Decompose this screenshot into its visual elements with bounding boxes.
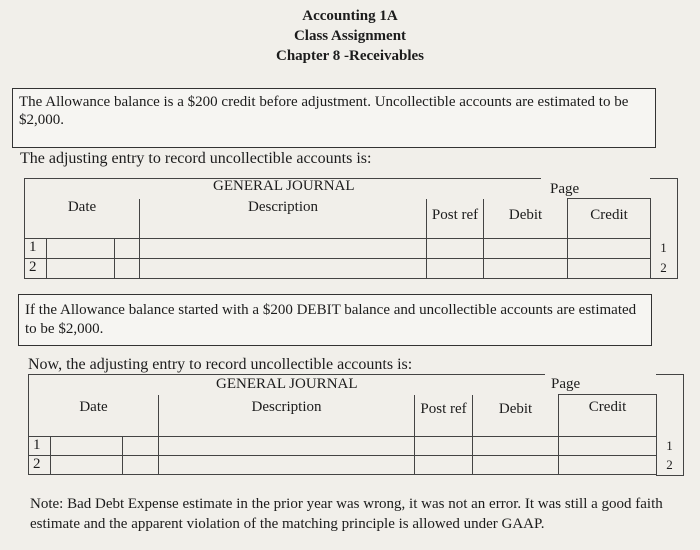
- credit-header: Credit: [588, 399, 627, 415]
- date-header: Date: [79, 398, 108, 415]
- document-header: [0, 6, 700, 66]
- date-header: Date: [67, 198, 97, 215]
- journal-1-title: GENERAL JOURNAL: [213, 178, 355, 194]
- date-day-cell[interactable]: [115, 239, 140, 259]
- journal-1-table: [24, 198, 651, 279]
- journal-2-row-2[interactable]: [29, 456, 657, 475]
- journal-2-page-label: Page: [551, 376, 581, 392]
- journal-2-row-1[interactable]: [29, 437, 657, 456]
- problem-1-statement: The Allowance balance is a $200 credit before adjustment. Uncollectible accounts are estimated to be $2,000.: [12, 88, 656, 148]
- post-ref-cell[interactable]: [415, 437, 473, 456]
- journal-1-header-row: [25, 199, 651, 239]
- row-number: 1: [25, 239, 47, 259]
- debit-header: Debit: [498, 400, 533, 417]
- post-ref-header: Post ref: [431, 206, 479, 223]
- description-cell[interactable]: [159, 437, 415, 456]
- date-day-cell[interactable]: [115, 259, 140, 279]
- description-header: Description: [248, 198, 319, 215]
- journal-2-page-column: [656, 374, 684, 476]
- course-title: Accounting 1A: [302, 8, 398, 24]
- row-number: 1: [29, 437, 51, 456]
- journal-2-title-bar: [28, 374, 545, 395]
- date-month-cell[interactable]: [47, 239, 115, 259]
- row-number: 2: [29, 456, 51, 475]
- date-day-cell[interactable]: [123, 456, 159, 475]
- credit-cell[interactable]: [568, 239, 651, 259]
- journal-2-title: GENERAL JOURNAL: [216, 376, 358, 392]
- journal-2-header-row: [29, 395, 657, 437]
- date-month-cell[interactable]: [47, 259, 115, 279]
- debit-cell[interactable]: [473, 437, 559, 456]
- page-row-1: 1: [666, 438, 673, 453]
- post-ref-header: Post ref: [420, 400, 467, 417]
- problem-2-statement: If the Allowance balance started with a $200 DEBIT balance and uncollectible accounts are estimated to be $2,000.: [18, 294, 652, 346]
- page-row-2: 2: [660, 260, 667, 275]
- description-cell[interactable]: [140, 239, 427, 259]
- assignment-title: Class Assignment: [293, 28, 407, 44]
- debit-cell[interactable]: [484, 239, 568, 259]
- debit-header: Debit: [508, 206, 543, 223]
- credit-cell[interactable]: [559, 437, 657, 456]
- journal-1-row-2[interactable]: [25, 259, 651, 279]
- date-day-cell[interactable]: [123, 437, 159, 456]
- problem-1-prompt: The adjusting entry to record uncollectible accounts is:: [20, 150, 372, 167]
- debit-cell[interactable]: [473, 456, 559, 475]
- post-ref-cell[interactable]: [427, 239, 484, 259]
- description-cell[interactable]: [159, 456, 415, 475]
- credit-cell[interactable]: [559, 456, 657, 475]
- post-ref-cell[interactable]: [415, 456, 473, 475]
- credit-header: Credit: [590, 207, 628, 223]
- debit-cell[interactable]: [484, 259, 568, 279]
- journal-1-row-1[interactable]: [25, 239, 651, 259]
- page-row-2: 2: [666, 457, 673, 472]
- date-month-cell[interactable]: [51, 437, 123, 456]
- credit-cell[interactable]: [568, 259, 651, 279]
- post-ref-cell[interactable]: [427, 259, 484, 279]
- description-cell[interactable]: [140, 259, 427, 279]
- journal-1-page-column: [650, 178, 678, 279]
- row-number: 2: [25, 259, 47, 279]
- journal-1-page-label: Page: [550, 181, 580, 197]
- chapter-title: Chapter 8 -Receivables: [275, 48, 425, 64]
- journal-1-title-bar: [24, 178, 541, 199]
- description-header: Description: [251, 398, 322, 415]
- problem-2-prompt: Now, the adjusting entry to record uncollectible accounts is:: [28, 356, 413, 373]
- journal-2-table: [28, 394, 657, 475]
- gaap-note: Note: Bad Debt Expense estimate in the prior year was wrong, it was not an error. It was still a good faith estimate and the apparent violation of the matching principle is allowed under GAAP.: [30, 496, 663, 532]
- page-row-1: 1: [660, 240, 667, 255]
- date-month-cell[interactable]: [51, 456, 123, 475]
